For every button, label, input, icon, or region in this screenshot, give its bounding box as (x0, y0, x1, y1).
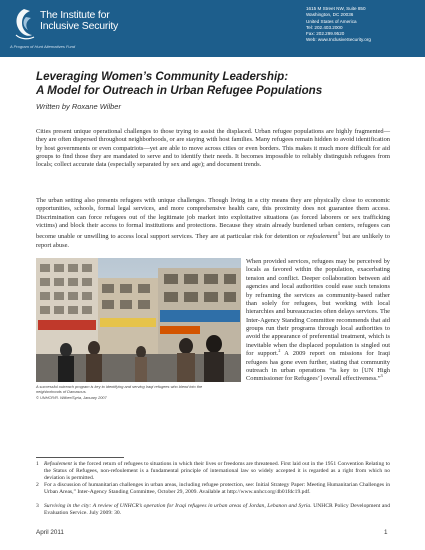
address-line: 1615 M Street NW, Suite 850 (306, 6, 366, 11)
title-line1: Leveraging Women’s Community Leadership: (36, 70, 289, 83)
address-line: Washington, DC 20036 (306, 12, 354, 18)
street-photo (36, 258, 241, 382)
footnote-divider (36, 457, 124, 458)
right-column-paragraph (246, 258, 390, 384)
photo-caption (36, 384, 241, 400)
footnote-ref-2[interactable]: 2 (278, 348, 281, 353)
institute-logo[interactable] (10, 7, 160, 51)
footer-date: April 2011 (36, 529, 64, 536)
footnote-2 (36, 482, 390, 496)
website-link[interactable]: Web: www.InclusiveSecurity.org (306, 37, 371, 43)
caption-line: A successful outreach program is key to identifying and serving Iraqi refugees who blend into the (36, 384, 203, 389)
footnote-number: 2 (36, 482, 39, 488)
footnote-1 (36, 461, 390, 483)
paragraph-text: When provided services, refugees may be perceived by locals as favored within the population, exacerbating tension and conflict. Deeper collaboration between aid agencies and local authorities could ease such tensions by reframing the services as community-based rather than solely for refugees, but working with local hierarchies and bureaucracies often delays services. The Inter-Agency Standing Committee recommends that aid groups run their programs through local authorities to avoid the appearance of preferential treatment, which is inevitable when the displaced population is singled out for support. (246, 258, 390, 358)
byline: Written by Roxane Wilber (36, 102, 121, 111)
footnote-ref-3[interactable]: 3 (380, 373, 383, 379)
header-band (0, 0, 425, 57)
logo-line2: Inclusive Security (40, 20, 119, 32)
address-line: Tel: 202.403.2000 (306, 24, 343, 30)
address-line: United States of America (306, 18, 357, 24)
caption-line: neighborhoods of Damascus. (36, 389, 87, 395)
intro-paragraph: Cities present unique operational challenges to those trying to assist the displaced. Urban refugee populations are highly fragmented—they are often dispersed throughout neighborhoods, or are staying with host families. Many refugees remain hidden to avoid identification by host governments or even compatriots—yet are able to move across cities or even borders. This makes it much more difficult for aid groups to find those they are mandated to serve and to identify their needs. It becomes impossible to reliably distinguish refugees from locals; collect accurate data (especially separated by sex and age); and document trends. (36, 128, 390, 169)
footnote-term: Surviving in the city: A review of UNHCR’s operation for Iraqi refugees in urban areas of Jordan, Lebanon and Syria. (44, 503, 312, 509)
paragraph-text: but are unlikely to report abuse. (36, 233, 390, 249)
footnote-text (44, 461, 390, 483)
footnote-text (44, 482, 390, 496)
paragraph-text: The urban setting also presents refugees with unique challenges. Though living in a city means they are physically close to economic opportunities, schools, formal legal services, and more comprehensive health care, this proximity does not guarantee them access. Discrimination can force refugees out of the legitimate job market into exploitative situations (as forced laborers or sex trafficking victims) and block their access to formal institutions and protections. Because they strain already burdened urban centers, refugees can become unable or unwilling to access local support services. They are at particular risk for detention or (36, 197, 390, 241)
footnote-number: 3 (36, 503, 39, 509)
photo-credit: © UNHCR/R. Wilber/Syria, January 2007 (36, 394, 107, 400)
refoulement-term: refoulement (307, 233, 338, 241)
footnote-term: Refoulement (44, 461, 72, 467)
logo-text (40, 10, 160, 32)
logo-line1: The Institute for (40, 9, 110, 21)
contact-address (306, 6, 420, 44)
footnote-3 (36, 503, 390, 517)
footnote-body[interactable]: For a discussion of humanitarian challenges in urban areas, including refugee protection, see: Initial Strategy Paper: Meeting Humanitarian Challenges in Urban Areas,” Inter-Agency Standing Committee, October 29, 2009. Available at http://www.unhcr.org/4b01fdc19.pdf. (44, 482, 390, 496)
logo-tagline: A Program of Hunt Alternatives Fund (10, 44, 76, 49)
title-line2: A Model for Outreach in Urban Refugee Populations (36, 83, 323, 97)
second-paragraph (36, 197, 390, 259)
address-line: Fax: 202.299.9520 (306, 31, 345, 37)
paragraph-text: A 2009 report on missions for Iraqi refugees has gone even further, stating that community outreach in urban operations “is key to [UN High Commissioner for Refugees’] overall effectiveness.” (246, 350, 390, 383)
street-scene-image (36, 258, 241, 382)
article-title (36, 70, 376, 97)
footnote-number: 1 (36, 461, 39, 467)
footnote-ref-1[interactable]: 1 (337, 231, 341, 238)
logo-swirl-icon (10, 7, 38, 41)
footnote-body: is the forced return of refugees to situations in which their lives or freedoms are threatened. First laid out in the 1951 Convention Relating to the Status of Refugees, non-refoulement is a fundamental principle of international law so widely accepted it is regarded as a right from which no deviation is permitted. (44, 461, 390, 482)
footnote-body: UNHCR Policy Development and Evaluation Service. July 2009: 30. (44, 503, 390, 517)
page-number: 1 (384, 529, 388, 536)
footnote-text (44, 503, 390, 517)
